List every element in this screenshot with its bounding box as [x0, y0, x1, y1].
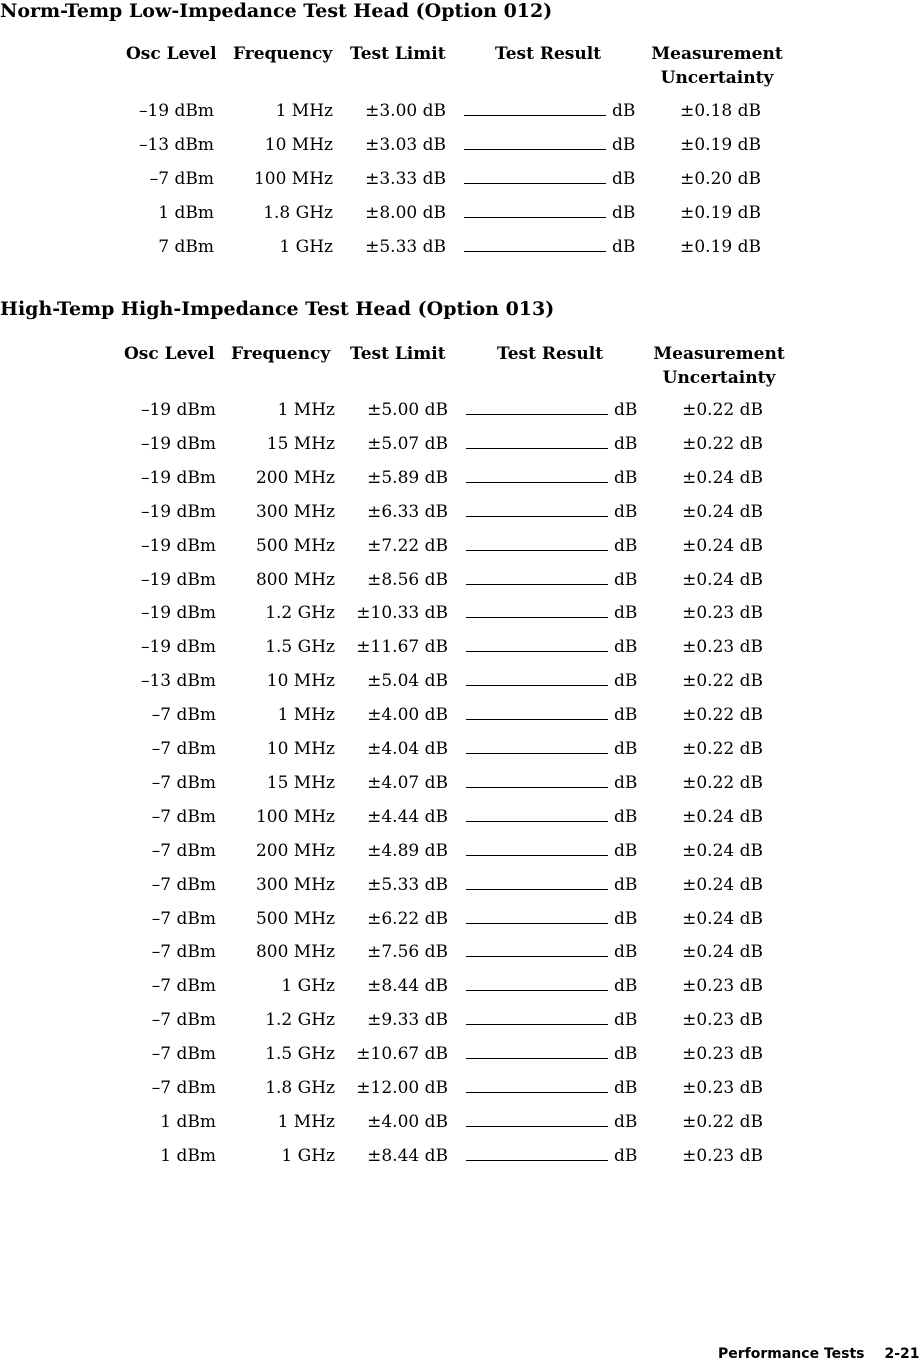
test-limit-cell: ±3.00 dB	[365, 101, 446, 121]
table-row	[0, 169, 906, 203]
table-row	[2, 603, 908, 637]
header-measurement: Measurement	[651, 44, 783, 64]
test-result-blank[interactable]	[466, 821, 608, 822]
uncertainty-cell: ±0.23 dB	[682, 1044, 763, 1065]
osc-level-cell: –19 dBm	[140, 467, 216, 488]
result-unit-cell: dB	[614, 772, 638, 793]
frequency-cell: 200 MHz	[255, 467, 335, 488]
frequency-cell: 1.5 GHz	[265, 1044, 335, 1065]
test-result-blank[interactable]	[466, 1126, 608, 1127]
result-unit-cell: dB	[612, 169, 636, 189]
test-result-blank[interactable]	[466, 550, 608, 551]
table-row	[2, 773, 908, 807]
test-limit-cell: ±5.07 dB	[367, 433, 448, 454]
osc-level-cell: 1 dBm	[160, 1111, 216, 1132]
uncertainty-cell: ±0.18 dB	[680, 101, 761, 121]
table-row	[2, 1010, 908, 1044]
table-row	[2, 976, 908, 1010]
frequency-cell: 200 MHz	[255, 840, 335, 861]
test-limit-cell: ±5.00 dB	[367, 400, 448, 420]
result-unit-cell: dB	[614, 603, 638, 624]
table-row	[2, 502, 908, 536]
page-footer	[718, 1346, 920, 1362]
header-osc-level: Osc Level	[124, 344, 215, 364]
frequency-cell: 300 MHz	[255, 501, 335, 522]
frequency-cell: 1 GHz	[281, 976, 335, 997]
test-limit-cell: ±11.67 dB	[356, 637, 448, 658]
table-row	[2, 400, 908, 434]
osc-level-cell: –7 dBm	[151, 1078, 216, 1098]
uncertainty-cell: ±0.22 dB	[682, 671, 763, 692]
osc-level-cell: 1 dBm	[158, 203, 214, 223]
result-unit-cell: dB	[614, 467, 638, 488]
test-result-blank[interactable]	[464, 149, 606, 150]
table-row	[2, 942, 908, 976]
result-unit-cell: dB	[614, 942, 638, 963]
osc-level-cell: –7 dBm	[151, 806, 216, 827]
test-result-blank[interactable]	[466, 1092, 608, 1093]
frequency-cell: 10 MHz	[266, 671, 335, 692]
osc-level-cell: –7 dBm	[151, 1010, 216, 1031]
test-result-blank[interactable]	[466, 923, 608, 924]
table-row	[2, 875, 908, 909]
uncertainty-cell: ±0.22 dB	[682, 1111, 763, 1132]
table-row	[0, 237, 906, 271]
osc-level-cell: –7 dBm	[151, 840, 216, 861]
result-unit-cell: dB	[614, 840, 638, 861]
uncertainty-cell: ±0.22 dB	[682, 705, 763, 726]
header-test-result: Test Result	[497, 344, 604, 364]
table-row	[2, 1146, 908, 1180]
header-test-result: Test Result	[495, 44, 602, 64]
osc-level-cell: –7 dBm	[151, 739, 216, 759]
footer-chapter: Performance Tests	[718, 1346, 865, 1362]
result-unit-cell: dB	[614, 671, 638, 692]
test-result-blank[interactable]	[466, 719, 608, 720]
test-limit-cell: ±4.89 dB	[367, 840, 448, 861]
table-row	[2, 637, 908, 671]
table-row	[2, 671, 908, 705]
table-row	[2, 434, 908, 468]
test-limit-cell: ±9.33 dB	[367, 1010, 448, 1031]
table-row	[2, 807, 908, 841]
osc-level-cell: –19 dBm	[140, 569, 216, 590]
uncertainty-cell: ±0.24 dB	[682, 535, 763, 556]
frequency-cell: 1.5 GHz	[265, 637, 335, 658]
frequency-cell: 15 MHz	[266, 433, 335, 454]
test-limit-cell: ±5.89 dB	[367, 467, 448, 488]
test-result-blank[interactable]	[466, 584, 608, 585]
osc-level-cell: –7 dBm	[151, 908, 216, 929]
test-limit-cell: ±4.04 dB	[367, 739, 448, 759]
result-unit-cell: dB	[614, 705, 638, 726]
frequency-cell: 1.8 GHz	[265, 1078, 335, 1098]
osc-level-cell: –19 dBm	[140, 535, 216, 556]
test-limit-cell: ±7.22 dB	[367, 535, 448, 556]
osc-level-cell: –7 dBm	[151, 772, 216, 793]
test-limit-cell: ±4.00 dB	[367, 705, 448, 726]
osc-level-cell: –7 dBm	[151, 1044, 216, 1065]
uncertainty-cell: ±0.22 dB	[682, 739, 763, 759]
test-result-blank[interactable]	[466, 617, 608, 618]
uncertainty-cell: ±0.22 dB	[682, 772, 763, 793]
frequency-cell: 500 MHz	[255, 535, 335, 556]
frequency-cell: 10 MHz	[266, 739, 335, 759]
header-frequency: Frequency	[231, 344, 331, 364]
test-limit-cell: ±3.03 dB	[365, 135, 446, 155]
table-row	[2, 841, 908, 875]
osc-level-cell: –7 dBm	[151, 976, 216, 997]
table-row	[2, 705, 908, 739]
table-row	[0, 203, 906, 237]
test-limit-cell: ±10.67 dB	[356, 1044, 448, 1065]
header-test-limit: Test Limit	[350, 344, 446, 364]
header-uncertainty: Uncertainty	[662, 368, 776, 388]
uncertainty-cell: ±0.19 dB	[680, 135, 761, 155]
test-limit-cell: ±10.33 dB	[356, 603, 448, 624]
osc-level-cell: –19 dBm	[140, 603, 216, 624]
uncertainty-cell: ±0.23 dB	[682, 1078, 763, 1098]
test-result-blank[interactable]	[464, 251, 606, 252]
uncertainty-cell: ±0.23 dB	[682, 603, 763, 624]
table-row	[0, 135, 906, 169]
test-limit-cell: ±12.00 dB	[356, 1078, 448, 1098]
test-result-blank[interactable]	[464, 217, 606, 218]
uncertainty-cell: ±0.24 dB	[682, 942, 763, 963]
osc-level-cell: –19 dBm	[140, 637, 216, 658]
result-unit-cell: dB	[612, 203, 636, 223]
test-result-blank[interactable]	[466, 414, 608, 415]
table-row	[2, 1078, 908, 1112]
frequency-cell: 1.2 GHz	[265, 1010, 335, 1031]
frequency-cell: 1 MHz	[277, 400, 335, 420]
uncertainty-cell: ±0.24 dB	[682, 874, 763, 895]
frequency-cell: 10 MHz	[264, 135, 333, 155]
test-result-blank[interactable]	[466, 685, 608, 686]
test-limit-cell: ±3.33 dB	[365, 169, 446, 189]
header-osc-level: Osc Level	[126, 44, 217, 64]
table-row	[2, 1044, 908, 1078]
osc-level-cell: –19 dBm	[140, 400, 216, 420]
test-result-blank[interactable]	[466, 889, 608, 890]
uncertainty-cell: ±0.24 dB	[682, 467, 763, 488]
uncertainty-cell: ±0.19 dB	[680, 237, 761, 257]
frequency-cell: 800 MHz	[255, 569, 335, 590]
frequency-cell: 1.2 GHz	[265, 603, 335, 624]
result-unit-cell: dB	[614, 739, 638, 759]
footer-page-number: 2-21	[884, 1346, 920, 1362]
test-result-blank[interactable]	[464, 183, 606, 184]
frequency-cell: 1 GHz	[279, 237, 333, 257]
result-unit-cell: dB	[614, 908, 638, 929]
test-limit-cell: ±4.07 dB	[367, 772, 448, 793]
test-result-blank[interactable]	[466, 448, 608, 449]
frequency-cell: 100 MHz	[253, 169, 333, 189]
frequency-cell: 500 MHz	[255, 908, 335, 929]
frequency-cell: 800 MHz	[255, 942, 335, 963]
uncertainty-cell: ±0.22 dB	[682, 433, 763, 454]
header-test-limit: Test Limit	[350, 44, 446, 64]
uncertainty-cell: ±0.24 dB	[682, 840, 763, 861]
result-unit-cell: dB	[614, 1145, 638, 1166]
uncertainty-cell: ±0.23 dB	[682, 1145, 763, 1166]
result-unit-cell: dB	[614, 806, 638, 827]
section-title-option-012: Norm-Temp Low-Impedance Test Head (Option 012)	[0, 0, 553, 22]
header-measurement: Measurement	[653, 344, 785, 364]
result-unit-cell: dB	[612, 101, 636, 121]
table-row	[2, 570, 908, 604]
osc-level-cell: –7 dBm	[151, 874, 216, 895]
osc-level-cell: –7 dBm	[151, 942, 216, 963]
osc-level-cell: –7 dBm	[151, 705, 216, 726]
uncertainty-cell: ±0.24 dB	[682, 806, 763, 827]
result-unit-cell: dB	[614, 569, 638, 590]
table-row	[0, 101, 906, 135]
uncertainty-cell: ±0.23 dB	[682, 976, 763, 997]
uncertainty-cell: ±0.22 dB	[682, 400, 763, 420]
frequency-cell: 1 GHz	[281, 1145, 335, 1166]
test-limit-cell: ±6.22 dB	[367, 908, 448, 929]
uncertainty-cell: ±0.19 dB	[680, 203, 761, 223]
frequency-cell: 1 MHz	[277, 1111, 335, 1132]
test-result-blank[interactable]	[466, 482, 608, 483]
test-result-blank[interactable]	[466, 1160, 608, 1161]
frequency-cell: 1 MHz	[277, 705, 335, 726]
table-row	[2, 1112, 908, 1146]
frequency-cell: 1 MHz	[275, 101, 333, 121]
test-limit-cell: ±5.33 dB	[365, 237, 446, 257]
uncertainty-cell: ±0.24 dB	[682, 501, 763, 522]
result-unit-cell: dB	[614, 874, 638, 895]
result-unit-cell: dB	[614, 433, 638, 454]
test-result-blank[interactable]	[466, 1024, 608, 1025]
osc-level-cell: 7 dBm	[158, 237, 214, 257]
test-limit-cell: ±8.44 dB	[367, 976, 448, 997]
section-title-option-013: High-Temp High-Impedance Test Head (Option 013)	[0, 298, 555, 320]
header-frequency: Frequency	[233, 44, 333, 64]
test-limit-cell: ±7.56 dB	[367, 942, 448, 963]
osc-level-cell: –19 dBm	[140, 433, 216, 454]
result-unit-cell: dB	[614, 1044, 638, 1065]
frequency-cell: 100 MHz	[255, 806, 335, 827]
uncertainty-cell: ±0.24 dB	[682, 569, 763, 590]
test-limit-cell: ±5.04 dB	[367, 671, 448, 692]
result-unit-cell: dB	[614, 976, 638, 997]
frequency-cell: 300 MHz	[255, 874, 335, 895]
uncertainty-cell: ±0.24 dB	[682, 908, 763, 929]
table-row	[2, 536, 908, 570]
test-limit-cell: ±4.44 dB	[367, 806, 448, 827]
result-unit-cell: dB	[614, 1010, 638, 1031]
result-unit-cell: dB	[614, 535, 638, 556]
test-limit-cell: ±5.33 dB	[367, 874, 448, 895]
test-result-blank[interactable]	[466, 516, 608, 517]
table-row	[2, 468, 908, 502]
osc-level-cell: –19 dBm	[140, 501, 216, 522]
test-result-blank[interactable]	[466, 855, 608, 856]
result-unit-cell: dB	[614, 1078, 638, 1098]
test-result-blank[interactable]	[464, 115, 606, 116]
osc-level-cell: –13 dBm	[140, 671, 216, 692]
test-limit-cell: ±8.56 dB	[367, 569, 448, 590]
test-result-blank[interactable]	[466, 956, 608, 957]
osc-level-cell: –7 dBm	[149, 169, 214, 189]
osc-level-cell: –19 dBm	[138, 101, 214, 121]
test-result-blank[interactable]	[466, 1058, 608, 1059]
table-row	[2, 739, 908, 773]
test-limit-cell: ±8.44 dB	[367, 1145, 448, 1166]
table-row	[2, 909, 908, 943]
result-unit-cell: dB	[612, 135, 636, 155]
result-unit-cell: dB	[614, 1111, 638, 1132]
header-uncertainty: Uncertainty	[660, 68, 774, 88]
test-result-blank[interactable]	[466, 651, 608, 652]
test-limit-cell: ±6.33 dB	[367, 501, 448, 522]
uncertainty-cell: ±0.23 dB	[682, 1010, 763, 1031]
uncertainty-cell: ±0.20 dB	[680, 169, 761, 189]
result-unit-cell: dB	[612, 237, 636, 257]
result-unit-cell: dB	[614, 501, 638, 522]
test-limit-cell: ±4.00 dB	[367, 1111, 448, 1132]
osc-level-cell: 1 dBm	[160, 1145, 216, 1166]
frequency-cell: 15 MHz	[266, 772, 335, 793]
result-unit-cell: dB	[614, 400, 638, 420]
test-result-blank[interactable]	[466, 990, 608, 991]
osc-level-cell: –13 dBm	[138, 135, 214, 155]
test-result-blank[interactable]	[466, 787, 608, 788]
test-limit-cell: ±8.00 dB	[365, 203, 446, 223]
result-unit-cell: dB	[614, 637, 638, 658]
uncertainty-cell: ±0.23 dB	[682, 637, 763, 658]
frequency-cell: 1.8 GHz	[263, 203, 333, 223]
test-result-blank[interactable]	[466, 753, 608, 754]
